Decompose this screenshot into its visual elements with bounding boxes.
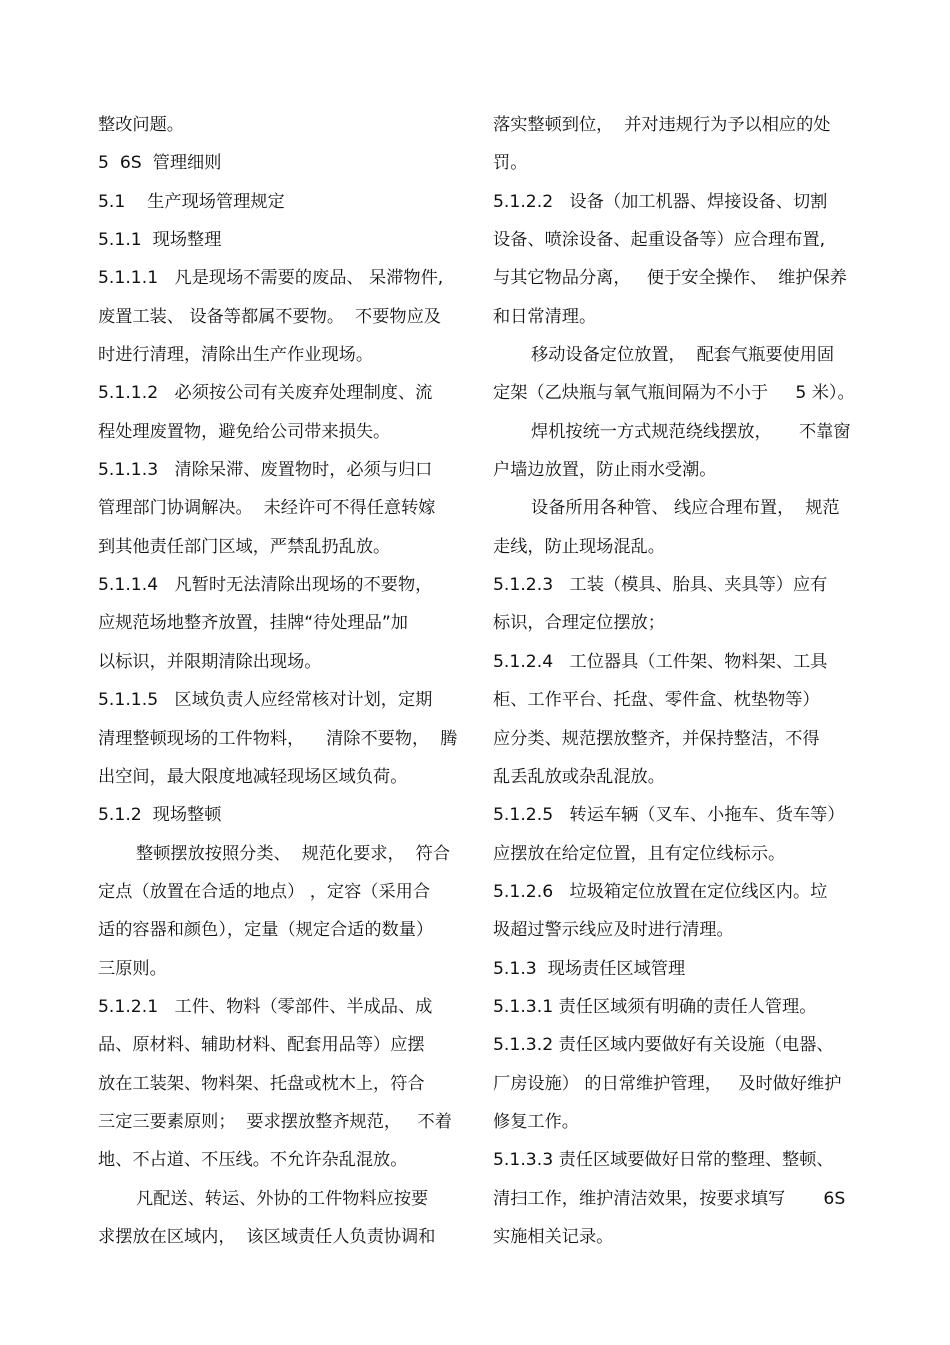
text-line: 三原则。 [98, 958, 167, 979]
text-line: 与其它物品分离， 便于安全操作、 维护保养 [493, 268, 847, 289]
text-line: 5.1.2.6 垃圾箱定位放置在定位线区内。垃 [493, 881, 828, 902]
text-line: 5.1 生产现场管理规定 [98, 191, 285, 212]
text-line: 管理部门协调解决。 未经许可不得任意转嫁 [98, 498, 436, 519]
text-line: 焊机按统一方式规范绕线摆放， 不靠窗 [531, 421, 851, 442]
text-line: 柜、工作平台、托盘、零件盒、枕垫物等） [493, 690, 820, 711]
text-line: 修复工作。 [493, 1111, 579, 1132]
text-line: 放在工装架、物料架、托盘或枕木上，符合 [98, 1073, 425, 1094]
text-line: 5.1.2.1 工件、物料（零部件、半成品、成 [98, 996, 433, 1017]
text-line: 5.1.3.1 责任区域须有明确的责任人管理。 [493, 996, 817, 1017]
text-line: 凡配送、转运、外协的工件物料应按要 [136, 1188, 429, 1209]
text-line: 品、原材料、辅助材料、配套用品等）应摆 [98, 1035, 425, 1056]
text-line: 求摆放在区域内， 该区域责任人负责协调和 [98, 1226, 436, 1247]
text-line: 标识，合理定位摆放； [493, 613, 665, 634]
text-line: 实施相关记录。 [493, 1226, 614, 1247]
text-line: 清扫工作，维护清洁效果，按要求填写 6S [493, 1188, 846, 1209]
text-line: 5.1.2.2 设备（加工机器、焊接设备、切割 [493, 191, 828, 212]
text-line: 三定三要素原则； 要求摆放整齐规范， 不着 [98, 1111, 452, 1132]
text-line: 乱丢乱放或杂乱混放。 [493, 766, 665, 787]
text-line: 5.1.1 现场整理 [98, 230, 222, 251]
text-line: 出空间，最大限度地减轻现场区域负荷。 [98, 766, 408, 787]
text-line: 适的容器和颜色），定量（规定合适的数量） [98, 920, 434, 941]
text-line: 定架（乙炔瓶与氧气瓶间隔为不小于 5 米）。 [493, 383, 855, 404]
right-column [493, 106, 858, 1256]
text-line: 5.1.2.3 工装（模具、胎具、夹具等）应有 [493, 575, 828, 596]
text-line: 应分类、规范摆放整齐，并保持整洁，不得 [493, 728, 820, 749]
text-line: 时进行清理，清除出生产作业现场。 [98, 345, 374, 366]
text-line: 设备所用各种管、 线应合理布置， 规范 [531, 498, 840, 519]
text-line: 应摆放在给定位置，且有定位线标示。 [493, 843, 786, 864]
text-line: 整顿摆放按照分类、 规范化要求， 符合 [136, 843, 451, 864]
text-line: 落实整顿到位， 并对违规行为予以相应的处 [493, 115, 831, 135]
text-line: 罚。 [493, 153, 528, 174]
text-line: 圾超过警示线应及时进行清理。 [493, 920, 734, 941]
text-line: 清理整顿现场的工件物料， 清除不要物， 腾 [98, 728, 458, 749]
text-line: 5.1.2.5 转运车辆（叉车、小拖车、货车等） [493, 805, 845, 826]
text-line: 户墙边放置，防止雨水受潮。 [493, 460, 717, 481]
text-line: 以标识，并限期清除出现场。 [98, 651, 322, 672]
text-line: 5 6S 管理细则 [98, 153, 222, 174]
text-line: 5.1.3.3 责任区域要做好日常的整理、整顿、 [493, 1150, 834, 1171]
text-line: 整改问题。 [98, 115, 184, 135]
text-line: 和日常清理。 [493, 306, 597, 327]
text-line: 5.1.1.1 凡是现场不需要的废品、 呆滞物件, [98, 268, 444, 289]
text-line: 5.1.1.2 必须按公司有关废弃处理制度、流 [98, 383, 433, 404]
text-line: 定点（放置在合适的地点） ，定容（采用合 [98, 881, 431, 902]
text-line: 设备、喷涂设备、起重设备等）应合理布置, [493, 230, 826, 251]
text-line: 应规范场地整齐放置，挂牌“待处理品”加 [98, 613, 408, 634]
text-line: 厂房设施） 的日常维护管理， 及时做好维护 [493, 1073, 842, 1094]
text-line: 废置工装、 设备等都属不要物。 不要物应及 [98, 306, 441, 327]
text-line: 5.1.1.3 清除呆滞、废置物时，必须与归口 [98, 460, 433, 481]
text-line: 移动设备定位放置， 配套气瓶要使用固 [531, 345, 835, 366]
text-line: 地、不占道、不压线。不允许杂乱混放。 [98, 1150, 408, 1171]
text-line: 5.1.3.2 责任区域内要做好有关设施（电器、 [493, 1035, 834, 1056]
text-line: 5.1.1.5 区域负责人应经常核对计划，定期 [98, 690, 433, 711]
text-line: 5.1.2.4 工位器具（工件架、物料架、工具 [493, 651, 828, 672]
text-line: 走线，防止现场混乱。 [493, 536, 665, 557]
text-line: 5.1.2 现场整顿 [98, 805, 222, 826]
text-line: 到其他责任部门区域，严禁乱扔乱放。 [98, 536, 391, 557]
text-line: 5.1.3 现场责任区域管理 [493, 958, 686, 979]
text-line: 5.1.1.4 凡暂时无法清除出现场的不要物， [98, 575, 433, 596]
left-column [98, 106, 460, 1256]
text-line: 程处理废置物，避免给公司带来损失。 [98, 421, 391, 442]
